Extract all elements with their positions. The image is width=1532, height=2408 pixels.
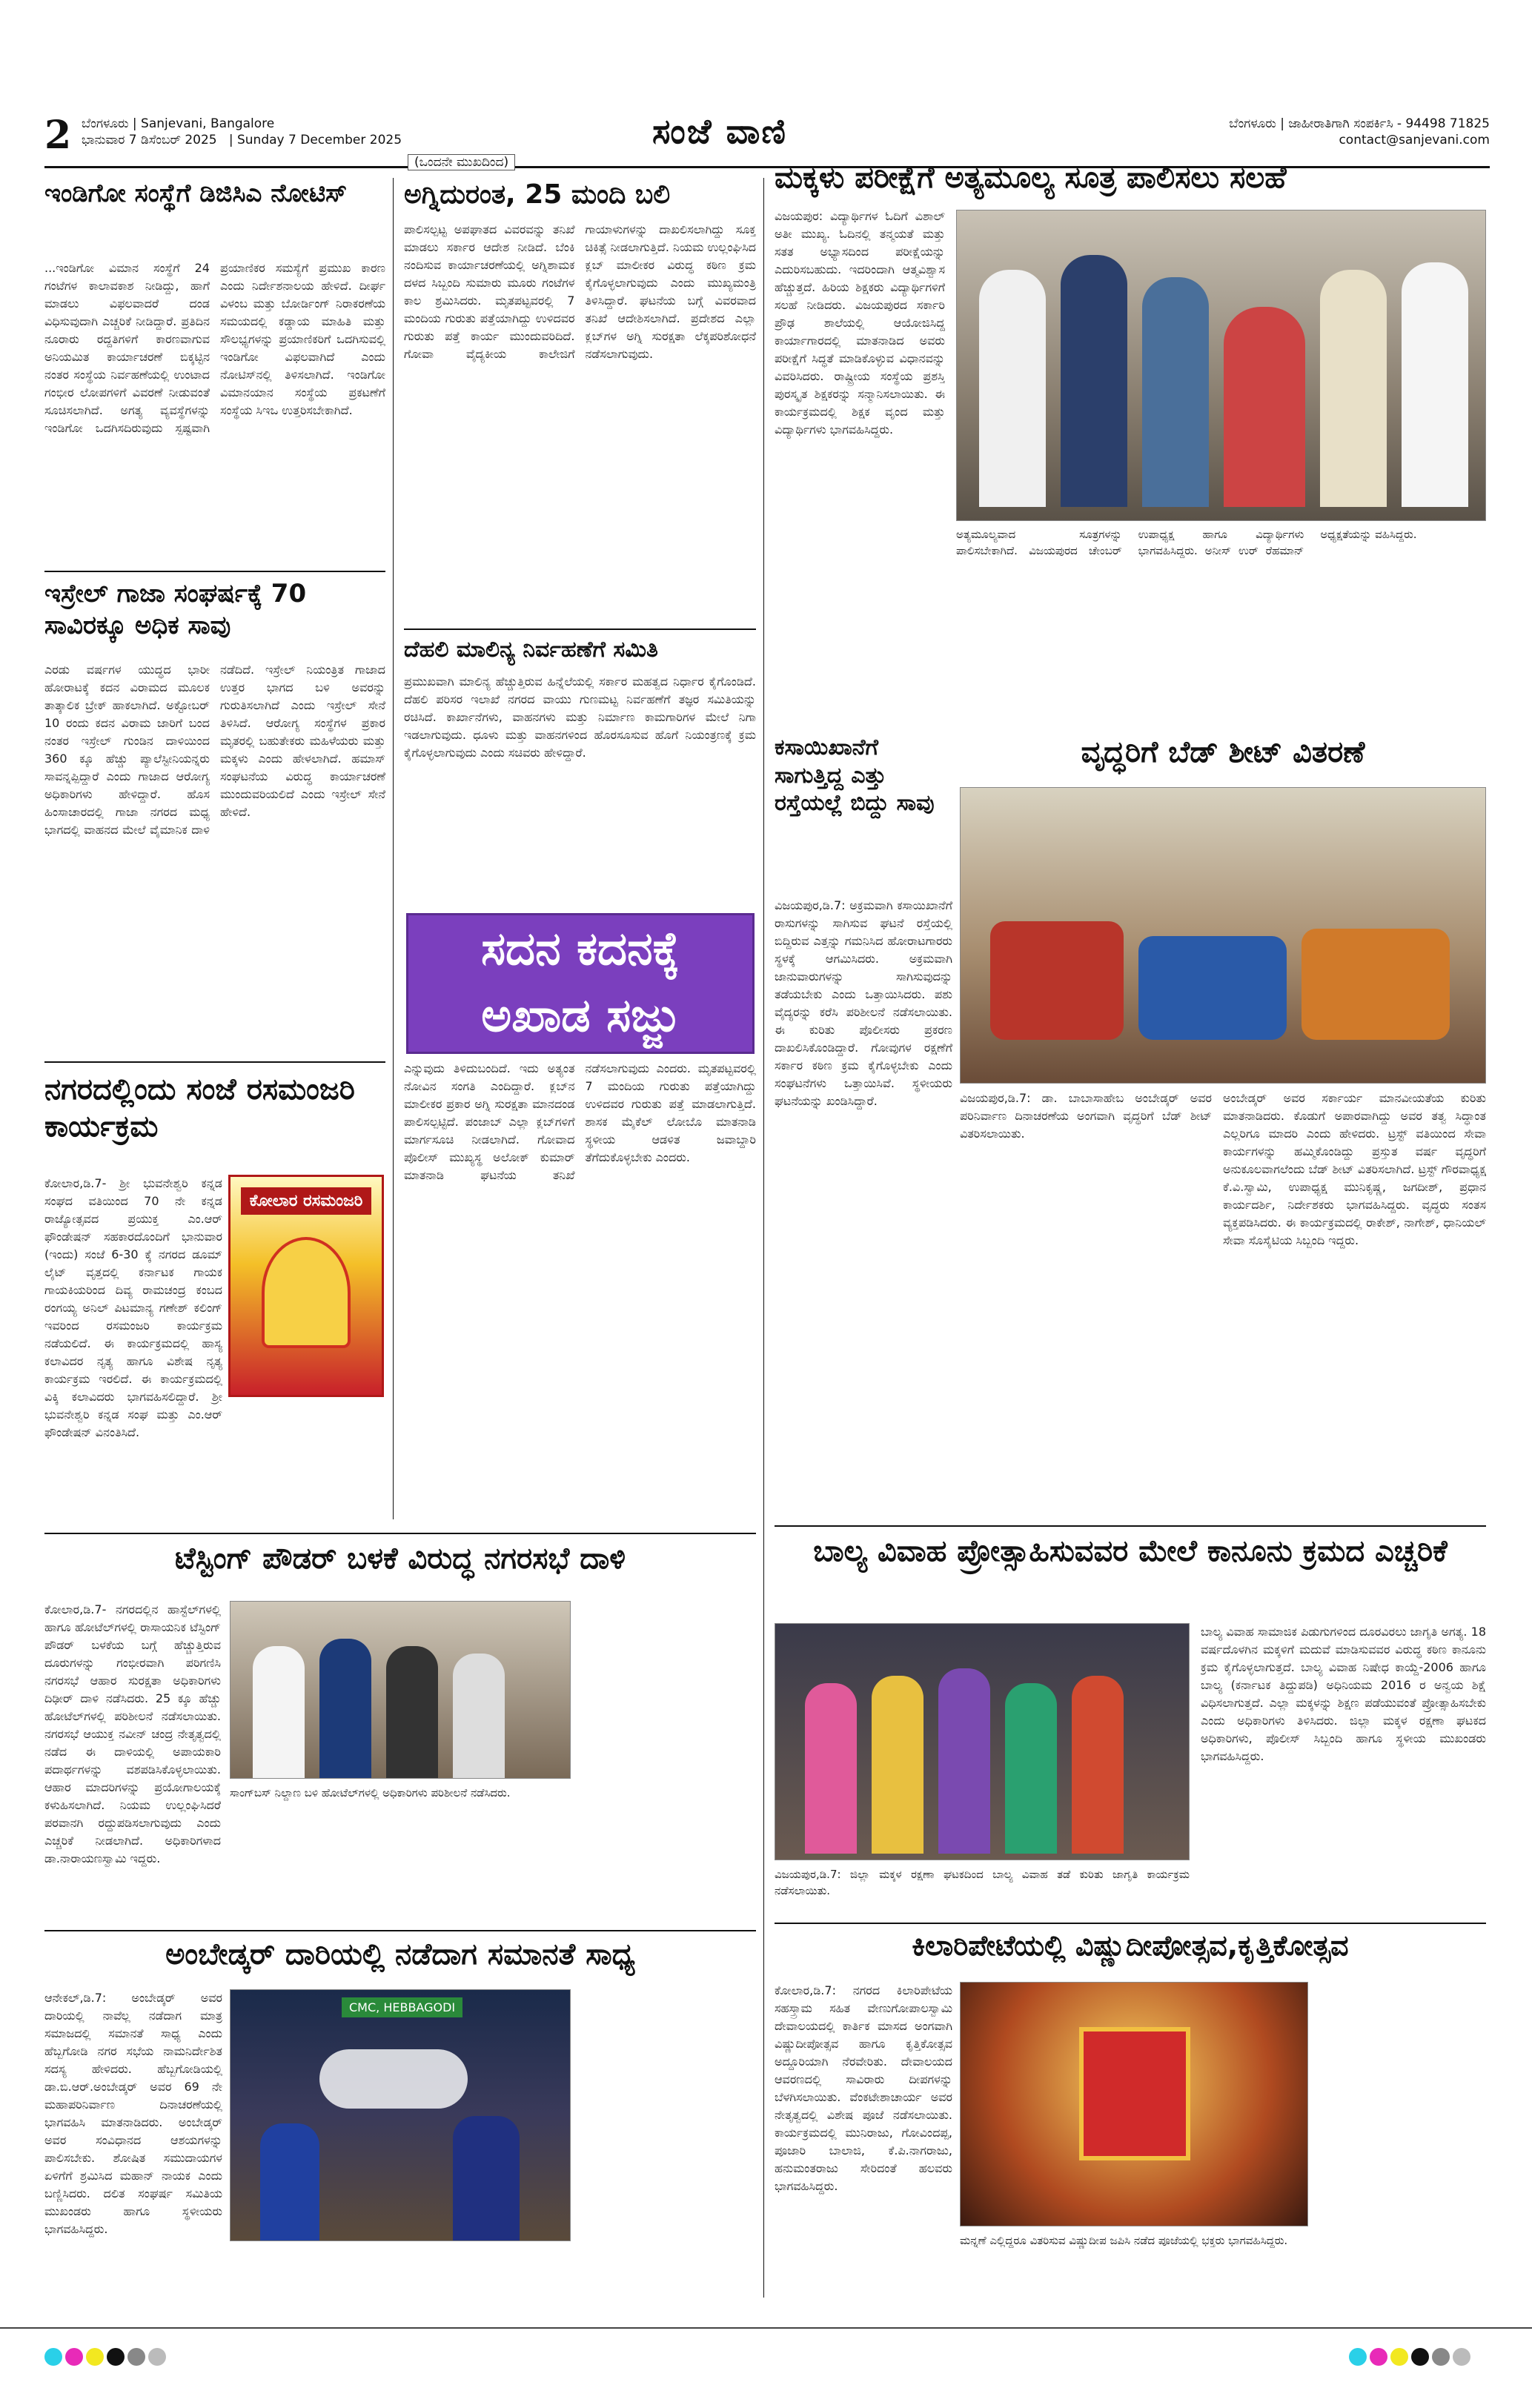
- page-number: 2: [44, 113, 72, 158]
- color-registration-marks: [44, 2348, 169, 2369]
- article-child-marriage: [775, 1533, 1486, 1918]
- person-figure: [253, 1646, 305, 1779]
- article-rule: [44, 1533, 756, 1534]
- person-figure: [260, 2123, 319, 2241]
- raid-photo: [230, 1601, 571, 1779]
- article-body: ವಿಜಯಪುರ,ಡಿ.7: ಅಕ್ರಮವಾಗಿ ಕಸಾಯಿಖಾನೆಗೆ ರಾಸುಗಳನ್ನು ಸಾಗಿಸುವ ಘಟನೆ ರಸ್ತೆಯಲ್ಲಿ ಬಿದ್ದಿರುವ ಎತ್ತನ್ನು ಗಮನಿಸಿದ ಹೋರಾಟಗಾರರು ಸ್ಥಳಕ್ಕೆ ಆಗಮಿಸಿದರು. ಅಕ್ರಮವಾಗಿ ಜಾನುವಾರುಗಳನ್ನು ಸಾಗಿಸುವುದನ್ನು ತಡೆಯಬೇಕು ಎಂದು ಒತ್ತಾಯಿಸಿದರು. ಪಶು ವೈದ್ಯರನ್ನು ಕರೆಸಿ ಪರಿಶೀಲನೆ ನಡೆಸಲಾಯಿತು. ಈ ಕುರಿತು ಪೊಲೀಸರು ಪ್ರಕರಣ ದಾಖಲಿಸಿಕೊಂಡಿದ್ದಾರೆ. ಗೋವುಗಳ ರಕ್ಷಣೆಗೆ ಸರ್ಕಾರ ಕಠಿಣ ಕ್ರಮ ಕೈಗೊಳ್ಳಬೇಕು ಎಂದು ಸಂಘಟನೆಗಳು ಒತ್ತಾಯಿಸಿವೆ. ಸ್ಥಳೀಯರು ಘಟನೆಯನ್ನು ಖಂಡಿಸಿದ್ದಾರೆ.: [775, 898, 952, 1108]
- bedsheet-photo: [960, 787, 1486, 1084]
- headline: ಕಿಲಾರಿಪೇಟೆಯಲ್ಲಿ ವಿಷ್ಣುದೀಪೋತ್ಸವ,ಕೃತ್ತಿಕೋತ್ಸವ: [912, 1929, 1349, 1962]
- headline: ಬಾಲ್ಯ ವಿವಾಹ ಪ್ರೋತ್ಸಾಹಿಸುವವರ ಮೇಲೆ ಕಾನೂನು ಕ್ರಮದ ಎಚ್ಚರಿಕೆ: [813, 1534, 1448, 1568]
- headline: ಇಸ್ರೇಲ್ ಗಾಜಾ ಸಂಘರ್ಷಕ್ಕೆ 70 ಸಾವಿರಕ್ಕೂ ಅಧಿಕ ಸಾವು: [44, 579, 307, 640]
- photo-caption: ಮನ್ನಣೆ ಎಲ್ಲಿದ್ದರೂ ವಿತರಿಸುವ ವಿಷ್ಣುದೀಪ ಜಪಿಸಿ ನಡೆದ ಪೂಜೆಯಲ್ಲಿ ಭಕ್ತರು ಭಾಗವಹಿಸಿದ್ದರು.: [960, 2234, 1288, 2247]
- contact-email[interactable]: contact@sanjevani.com: [1339, 133, 1490, 147]
- shrine-image: [1079, 2027, 1190, 2160]
- date-en: | Sunday 7 December 2025: [228, 133, 402, 147]
- article-body: ಅಂಬೇಡ್ಕರ್ ಅವರ ಸರ್ಕಾರ್ಯ ಮಾನವೀಯತೆಯ ಕುರಿತು ಮಾತನಾಡಿದರು. ಕೊಡುಗೆ ಅಪಾರವಾಗಿದ್ದು ಅವರ ತತ್ವ ಸಿದ್ಧಾಂತ ಎಲ್ಲರಿಗೂ ಮಾದರಿ ಎಂದು ಹೇಳಿದರು. ಟ್ರಸ್ಟ್ ವತಿಯಿಂದ ಸೇವಾ ಕಾರ್ಯಗಳನ್ನು ಹಮ್ಮಿಕೊಂಡಿದ್ದು ಪ್ರಸ್ತುತ ವರ್ಷ ವೃದ್ಧರಿಗೆ ಅನುಕೂಲವಾಗಲೆಂದು ಬೆಡ್ ಶೀಟ್ ವಿತರಿಸಲಾಗಿದೆ. ಟ್ರಸ್ಟ್ ಗೌರವಾಧ್ಯಕ್ಷ ಕೆ.ವಿ.ಸ್ವಾಮಿ, ಉಪಾಧ್ಯಕ್ಷ ಮುನಿಕೃಷ್ಣ, ಜಗದೀಶ್, ಪ್ರಧಾನ ಕಾರ್ಯದರ್ಶಿ, ನಿರ್ದೇಶಕರು ಭಾಗವಹಿಸಿದ್ದರು. ವೃದ್ಧರು ಸಂತಸ ವ್ಯಕ್ತಪಡಿಸಿದರು. ಈ ಕಾರ್ಯಕ್ರಮದಲ್ಲಿ ರಾಕೇಶ್, ನಾಗೇಶ್, ಧಾನಿಯಲ್ ಸೇವಾ ಸೊಸೈಟಿಯ ಸಿಬ್ಬಂದಿ ಇದ್ದರು.: [1223, 1091, 1486, 1247]
- masthead-left: [82, 116, 402, 148]
- blanket-image: [1301, 929, 1450, 1040]
- person-figure: [386, 1646, 438, 1779]
- article-indigo: [44, 178, 385, 563]
- banner-sign: CMC, HEBBAGODI: [342, 1997, 462, 2017]
- person-figure: [1402, 262, 1468, 507]
- balloon-arch: [319, 2049, 468, 2109]
- article-testing-powder: [44, 1540, 756, 1926]
- headline: ನಗರದಲ್ಲಿಂದು ಸಂಜೆ ರಸಮಂಜರಿ ಕಾರ್ಯಕ್ರಮ: [44, 1072, 355, 1144]
- masthead: [44, 111, 1490, 165]
- headline: ವೃದ್ಧರಿಗೆ ಬೆಡ್ ಶೀಟ್ ವಿತರಣೆ: [1081, 735, 1365, 769]
- article-delhi: [404, 636, 756, 888]
- banner-line-1: ಸದನ ಕದನಕ್ಕೆ: [481, 921, 680, 975]
- group-photo: [956, 210, 1486, 521]
- article-body: ಪಾಲಿಸಲ್ಪಟ್ಟ ಅಪಘಾತದ ವಿವರವನ್ನು ತನಿಖೆ ಮಾಡಲು ಸರ್ಕಾರ ಆದೇಶ ನೀಡಿದೆ. ಬೆಂಕಿ ನಂದಿಸುವ ಕಾರ್ಯಾಚರಣೆಯಲ್ಲಿ ಅಗ್ನಿಶಾಮಕ ದಳದ ಸಿಬ್ಬಂದಿ ಸುಮಾರು ಮೂರು ಗಂಟೆಗಳ ಕಾಲ ಶ್ರಮಿಸಿದರು. ಮೃತಪಟ್ಟವರಲ್ಲಿ 7 ಮಂದಿಯ ಗುರುತು ಪತ್ತೆಯಾಗಿದ್ದು ಉಳಿದವರ ಗುರುತು ಪತ್ತೆ ಕಾರ್ಯ ಮುಂದುವರಿದಿದೆ. ಗೋವಾ ವೈದ್ಯಕೀಯ ಕಾಲೇಜಿಗೆ ಗಾಯಾಳುಗಳನ್ನು ದಾಖಲಿಸಲಾಗಿದ್ದು ಸೂಕ್ತ ಚಿಕಿತ್ಸೆ ನೀಡಲಾಗುತ್ತಿದೆ. ನಿಯಮ ಉಲ್ಲಂಘಿಸಿದ ಕ್ಲಬ್ ಮಾಲೀಕರ ವಿರುದ್ಧ ಕಠಿಣ ಕ್ರಮ ಕೈಗೊಳ್ಳಲಾಗುವುದು ಎಂದು ಮುಖ್ಯಮಂತ್ರಿ ತಿಳಿಸಿದ್ದಾರೆ. ಘಟನೆಯ ಬಗ್ಗೆ ವಿವರವಾದ ತನಿಖೆ ಆದೇಶಿಸಲಾಗಿದೆ. ಪ್ರದೇಶದ ಎಲ್ಲಾ ಕ್ಲಬ್‌ಗಳ ಅಗ್ನಿ ಸುರಕ್ಷತಾ ಲೆಕ್ಕಪರಿಶೋಧನೆ ನಡೆಸಲಾಗುವುದು.: [404, 222, 756, 361]
- article-body: ಎರಡು ವರ್ಷಗಳ ಯುದ್ಧದ ಭಾರೀ ಹೋರಾಟಕ್ಕೆ ಕದನ ವಿರಾಮದ ಮೂಲಕ ತಾತ್ಕಾಲಿಕ ಬ್ರೇಕ್ ಹಾಕಲಾಗಿದೆ. ಅಕ್ಟೋಬರ್ 10 ರಂದು ಕದನ ವಿರಾಮ ಜಾರಿಗೆ ಬಂದ ನಂತರ ಇಸ್ರೇಲ್ ಗುಂಡಿನ ದಾಳಿಯಿಂದ 360 ಕ್ಕೂ ಹೆಚ್ಚು ಪ್ಯಾಲೆಸ್ಟೀನಿಯನ್ನರು ಸಾವನ್ನಪ್ಪಿದ್ದಾರೆ ಎಂದು ಗಾಜಾದ ಆರೋಗ್ಯ ಅಧಿಕಾರಿಗಳು ಹೇಳಿದ್ದಾರೆ. ಹೊಸ ಹಿಂಸಾಚಾರದಲ್ಲಿ ಗಾಜಾ ನಗರದ ಮಧ್ಯ ಭಾಗದಲ್ಲಿ ವಾಹನದ ಮೇಲೆ ವೈಮಾನಿಕ ದಾಳಿ ನಡೆದಿದೆ. ಇಸ್ರೇಲ್ ನಿಯಂತ್ರಿತ ಗಾಜಾದ ಉತ್ತರ ಭಾಗದ ಬಳಿ ಅವರನ್ನು ಗುರುತಿಸಲಾಗಿದೆ ಎಂದು ಇಸ್ರೇಲ್ ಸೇನೆ ತಿಳಿಸಿದೆ. ಆರೋಗ್ಯ ಸಂಸ್ಥೆಗಳ ಪ್ರಕಾರ ಮೃತರಲ್ಲಿ ಬಹುತೇಕರು ಮಹಿಳೆಯರು ಮತ್ತು ಮಕ್ಕಳು ಎಂದು ಹೇಳಲಾಗಿದೆ. ಹಮಾಸ್ ಸಂಘಟನೆಯ ವಿರುದ್ಧ ಕಾರ್ಯಾಚರಣೆ ಮುಂದುವರಿಯಲಿದೆ ಎಂದು ಇಸ್ರೇಲ್ ಸೇನೆ ಹೇಳಿದೆ.: [44, 663, 385, 837]
- right-city: ಬೆಂಗಳೂರು: [1229, 116, 1276, 131]
- article-israel: [44, 578, 385, 1052]
- person-figure: [1224, 307, 1305, 507]
- goddess-image: [262, 1237, 351, 1348]
- footer-rule: [0, 2327, 1532, 2329]
- person-figure: [1072, 1676, 1124, 1854]
- photo-caption: ಅತ್ಯಮೂಲ್ಯವಾದ ಸೂತ್ರಗಳನ್ನು ಪಾಲಿಸಬೇಕಾಗಿದೆ. ವಿಜಯಪುರದ ಚೇಂಬರ್ ಉಪಾಧ್ಯಕ್ಷ ಹಾಗೂ ವಿದ್ಯಾರ್ಥಿಗಳು ಭಾಗವಹಿಸಿದ್ದರು. ಅನೀಸ್ ಉರ್ ರೆಹಮಾನ್ ಅಧ್ಯಕ್ಷತೆಯನ್ನು ವಹಿಸಿದ್ದರು.: [956, 528, 1417, 557]
- poster-title: ಕೋಲಾರ ರಸಮಂಜರಿ: [241, 1187, 371, 1215]
- article-body: ಬಾಲ್ಯ ವಿವಾಹ ಸಾಮಾಜಿಕ ಪಿಡುಗುಗಳಿಂದ ದೂರವಿರಲು ಜಾಗೃತಿ ಅಗತ್ಯ. 18 ವರ್ಷದೊಳಗಿನ ಮಕ್ಕಳಿಗೆ ಮದುವೆ ಮಾಡಿಸುವವರ ವಿರುದ್ಧ ಕಠಿಣ ಕಾನೂನು ಕ್ರಮ ಕೈಗೊಳ್ಳಲಾಗುತ್ತದೆ. ಬಾಲ್ಯ ವಿವಾಹ ನಿಷೇಧ ಕಾಯ್ದೆ-2006 ಹಾಗೂ ಬಾಲ್ಯ (ಕರ್ನಾಟಕ ತಿದ್ದುಪಡಿ) ಅಧಿನಿಯಮ 2016 ರ ಅನ್ವಯ ಶಿಕ್ಷೆ ವಿಧಿಸಲಾಗುತ್ತದೆ. ಎಲ್ಲಾ ಮಕ್ಕಳನ್ನು ಶಿಕ್ಷಣ ಪಡೆಯುವಂತೆ ಪ್ರೋತ್ಸಾಹಿಸಬೇಕು ಎಂದು ಅಧಿಕಾರಿಗಳು ತಿಳಿಸಿದರು. ಜಿಲ್ಲಾ ಮಕ್ಕಳ ರಕ್ಷಣಾ ಘಟಕದ ಅಧಿಕಾರಿಗಳು, ಪೊಲೀಸ್ ಸಿಬ್ಬಂದಿ ಹಾಗೂ ಸ್ಥಳೀಯ ಮುಖಂಡರು ಭಾಗವಹಿಸಿದ್ದರು.: [1201, 1625, 1486, 1763]
- person-figure: [1320, 270, 1387, 507]
- article-body: ಕೋಲಾರ,ಡಿ.7- ನಗರದಲ್ಲಿನ ಹಾಸ್ಟೆಲ್‌ಗಳಲ್ಲಿ ಹಾಗೂ ಹೋಟೆಲ್‌ಗಳಲ್ಲಿ ರಾಸಾಯನಿಕ ಟೆಸ್ಟಿಂಗ್ ಪೌಡರ್ ಬಳಕೆಯ ಬಗ್ಗೆ ಹೆಚ್ಚುತ್ತಿರುವ ದೂರುಗಳನ್ನು ಗಂಭೀರವಾಗಿ ಪರಿಗಣಿಸಿ ನಗರಸಭೆ ಆಹಾರ ಸುರಕ್ಷತಾ ಅಧಿಕಾರಿಗಳು ದಿಢೀರ್ ದಾಳಿ ನಡೆಸಿದರು. 25 ಕ್ಕೂ ಹೆಚ್ಚು ಹೋಟೆಲ್‌ಗಳಲ್ಲಿ ಪರಿಶೀಲನೆ ನಡೆಸಲಾಯಿತು. ನಗರಸಭೆ ಆಯುಕ್ತ ನವೀನ್ ಚಂದ್ರ ನೇತೃತ್ವದಲ್ಲಿ ನಡೆದ ಈ ದಾಳಿಯಲ್ಲಿ ಅಪಾಯಕಾರಿ ಪದಾರ್ಥಗಳನ್ನು ವಶಪಡಿಸಿಕೊಳ್ಳಲಾಯಿತು. ಆಹಾರ ಮಾದರಿಗಳನ್ನು ಪ್ರಯೋಗಾಲಯಕ್ಕೆ ಕಳುಹಿಸಲಾಗಿದೆ. ನಿಯಮ ಉಲ್ಲಂಘಿಸಿದರೆ ಪರವಾನಗಿ ರದ್ದುಪಡಿಸಲಾಗುವುದು ಎಂದು ಎಚ್ಚರಿಕೆ ನೀಡಲಾಗಿದೆ. ಅಧಿಕಾರಿಗಳಾದ ಡಾ.ನಾರಾಯಣಸ್ವಾಮಿ ಇದ್ದರು.: [44, 1602, 221, 1865]
- continued-label: (ಒಂದನೇ ಮುಖದಿಂದ): [408, 154, 515, 170]
- article-body: ...ಇಂಡಿಗೋ ವಿಮಾನ ಸಂಸ್ಥೆಗೆ 24 ಗಂಟೆಗಳ ಕಾಲಾವಕಾಶ ನೀಡಿದ್ದು, ಹಾಗೆ ಮಾಡಲು ವಿಫಲವಾದರೆ ದಂಡ ವಿಧಿಸುವುದಾಗಿ ಎಚ್ಚರಿಕೆ ನೀಡಿದ್ದಾರೆ. ಪ್ರತಿದಿನ ನೂರಾರು ರದ್ದತಿಗಳಿಗೆ ಕಾರಣವಾಗುವ ಅನಿಯಮಿತ ಕಾರ್ಯಾಚರಣೆ ಬಿಕ್ಕಟ್ಟಿನ ನಂತರ ಸಂಸ್ಥೆಯ ನಿರ್ವಹಣೆಯಲ್ಲಿ ಉಂಟಾದ ಗಂಭೀರ ಲೋಪಗಳಿಗೆ ವಿವರಣೆ ನೀಡುವಂತೆ ಸೂಚಿಸಲಾಗಿದೆ. ಅಗತ್ಯ ವ್ಯವಸ್ಥೆಗಳನ್ನು ಇಂಡಿಗೋ ಒದಗಿಸದಿರುವುದು ಸ್ಪಷ್ಟವಾಗಿ ಪ್ರಯಾಣಿಕರ ಸಮಸ್ಯೆಗೆ ಪ್ರಮುಖ ಕಾರಣ ಎಂದು ನಿರ್ದೇಶನಾಲಯ ಹೇಳಿದೆ. ದೀರ್ಘ ವಿಳಂಬ ಮತ್ತು ಬೋರ್ಡಿಂಗ್ ನಿರಾಕರಣೆಯ ಸಮಯದಲ್ಲಿ ಕಡ್ಡಾಯ ಮಾಹಿತಿ ಮತ್ತು ಸೌಲಭ್ಯಗಳನ್ನು ಪ್ರಯಾಣಿಕರಿಗೆ ಒದಗಿಸುವಲ್ಲಿ ಇಂಡಿಗೋ ವಿಫಲವಾಗಿದೆ ಎಂದು ನೋಟಿಸ್‌ನಲ್ಲಿ ತಿಳಿಸಲಾಗಿದೆ. ಇಂಡಿಗೋ ವಿಮಾನಯಾನ ಸಂಸ್ಥೆಯ ಪ್ರಕಟಣೆಗೆ ಸಂಸ್ಥೆಯ ಸಿಇಒ ಉತ್ತರಿಸಬೇಕಾಗಿದೆ.: [44, 261, 385, 435]
- article-exam-tips: [775, 159, 1486, 723]
- person-figure: [979, 270, 1046, 507]
- person-figure: [453, 1654, 505, 1779]
- date-kn: ಭಾನುವಾರ 7 ಡಿಸೆಂಬರ್ 2025: [82, 133, 217, 147]
- blanket-image: [1138, 936, 1287, 1040]
- blanket-image: [990, 921, 1124, 1040]
- headline: ದೆಹಲಿ ಮಾಲಿನ್ಯ ನಿರ್ವಹಣೆಗೆ ಸಮಿತಿ: [404, 637, 658, 663]
- photo-caption: ವಿಜಯಪುರ,ಡಿ.7: ಜಿಲ್ಲಾ ಮಕ್ಕಳ ರಕ್ಷಣಾ ಘಟಕದಿಂದ ಬಾಲ್ಯ ವಿವಾಹ ತಡೆ ಕುರಿತು ಜಾಗೃತಿ ಕಾರ್ಯಕ್ರಮ ನಡೆಸಲಾಯಿತು.: [775, 1868, 1190, 1897]
- person-figure: [319, 1639, 371, 1779]
- article-bedsheet: [960, 734, 1486, 1519]
- ambedkar-event-photo: [230, 1989, 571, 2241]
- banner-line-2: ಅಖಾಡ ಸಜ್ಜು: [481, 988, 680, 1042]
- person-figure: [1142, 277, 1209, 507]
- color-registration-marks: [1349, 2348, 1473, 2369]
- photo-caption: ವಿಜಯಪುರ,ಡಿ.7: ಡಾ. ಬಾಬಾಸಾಹೇಬ ಅಂಬೇಡ್ಕರ್ ಅವರ ಪರಿನಿರ್ವಾಣ ದಿನಾಚರಣೆಯ ಅಂಗವಾಗಿ ವೃದ್ಧರಿಗೆ ಬೆಡ್ ಶೀಟ್ ವಿತರಿಸಲಾಯಿತು.: [960, 1091, 1212, 1141]
- headline: ಕಸಾಯಿಖಾನೆಗೆ ಸಾಗುತ್ತಿದ್ದ ಎತ್ತು ರಸ್ತೆಯಲ್ಲೆ ಬಿದ್ದು ಸಾವು: [775, 734, 935, 816]
- article-rule: [44, 1930, 756, 1931]
- headline: ಅಂಬೇಡ್ಕರ್ ದಾರಿಯಲ್ಲಿ ನಡೆದಾಗ ಸಮಾನತೆ ಸಾಧ್ಯ: [165, 1937, 635, 1971]
- article-rule: [775, 1525, 1486, 1527]
- person-figure: [453, 2116, 520, 2241]
- article-body: ಪ್ರಮುಖವಾಗಿ ಮಾಲಿನ್ಯ ಹೆಚ್ಚುತ್ತಿರುವ ಹಿನ್ನೆಲೆಯಲ್ಲಿ ಸರ್ಕಾರ ಮಹತ್ವದ ನಿರ್ಧಾರ ಕೈಗೊಂಡಿದೆ. ದೆಹಲಿ ಪರಿಸರ ಇಲಾಖೆ ನಗರದ ವಾಯು ಗುಣಮಟ್ಟ ನಿರ್ವಹಣೆಗೆ ತಜ್ಞರ ಸಮಿತಿಯನ್ನು ರಚಿಸಿದೆ. ಕಾರ್ಖಾನೆಗಳು, ವಾಹನಗಳು ಮತ್ತು ನಿರ್ಮಾಣ ಕಾಮಗಾರಿಗಳ ಮೇಲೆ ನಿಗಾ ಇಡಲಾಗುವುದು. ಧೂಳು ಮತ್ತು ವಾಹನಗಳಿಂದ ಹೊರಸೂಸುವ ಹೊಗೆ ನಿಯಂತ್ರಣಕ್ಕೆ ಕ್ರಮ ಕೈಗೊಳ್ಳಲಾಗುವುದು ಎಂದು ಸಚಿವರು ಹೇಳಿದ್ದಾರೆ.: [404, 674, 756, 760]
- article-body: ವಿಜಯಪುರ: ವಿದ್ಯಾರ್ಥಿಗಳ ಓದಿಗೆ ವಿಶಾಲ್ ಅತೀ ಮುಖ್ಯ. ಓದಿನಲ್ಲಿ ತನ್ಮಯತೆ ಮತ್ತು ಸತತ ಅಭ್ಯಾಸದಿಂದ ಪರೀಕ್ಷೆಯನ್ನು ಎದುರಿಸಬಹುದು. ಇದರಿಂದಾಗಿ ಆತ್ಮವಿಶ್ವಾಸ ಹೆಚ್ಚುತ್ತದೆ. ಹಿರಿಯ ಶಿಕ್ಷಕರು ವಿದ್ಯಾರ್ಥಿಗಳಿಗೆ ಸಲಹೆ ನೀಡಿದರು. ವಿಜಯಪುರದ ಸರ್ಕಾರಿ ಪ್ರೌಢ ಶಾಲೆಯಲ್ಲಿ ಆಯೋಜಿಸಿದ್ದ ಕಾರ್ಯಾಗಾರದಲ್ಲಿ ಮಾತನಾಡಿದ ಅವರು ಪರೀಕ್ಷೆಗೆ ಸಿದ್ಧತೆ ಮಾಡಿಕೊಳ್ಳುವ ವಿಧಾನವನ್ನು ವಿವರಿಸಿದರು. ರಾಷ್ಟ್ರೀಯ ಸಂಸ್ಥೆಯ ಪ್ರಶಸ್ತಿ ಪುರಸ್ಕೃತ ಶಿಕ್ಷಕರನ್ನು ಸನ್ಮಾನಿಸಲಾಯಿತು. ಈ ಕಾರ್ಯಕ್ರಮದಲ್ಲಿ ಶಿಕ್ಷಕ ವೃಂದ ಮತ್ತು ವಿದ್ಯಾರ್ಥಿಗಳು ಭಾಗವಹಿಸಿದ್ದರು.: [775, 209, 945, 437]
- person-figure: [805, 1683, 857, 1854]
- headline: ಮಕ್ಕಳು ಪರೀಕ್ಷೆಗೆ ಅತ್ಯಮೂಲ್ಯ ಸೂತ್ರ ಪಾಲಿಸಲು ಸಲಹೆ: [775, 161, 1287, 195]
- article-body: ಕೋಲಾರ,ಡಿ.7: ನಗರದ ಕಿಲಾರಿಪೇಟೆಯ ಸಹಸ್ತ್ರಾಮ ಸಹಿತ ವೇಣುಗೋಪಾಲಸ್ವಾಮಿ ದೇವಾಲಯದಲ್ಲಿ ಕಾರ್ತಿಕ ಮಾಸದ ಅಂಗವಾಗಿ ವಿಷ್ಣುದೀಪೋತ್ಸವ ಹಾಗೂ ಕೃತ್ತಿಕೋತ್ಸವ ಅದ್ದೂರಿಯಾಗಿ ನೆರವೇರಿತು. ದೇವಾಲಯದ ಆವರಣದಲ್ಲಿ ಸಾವಿರಾರು ದೀಪಗಳನ್ನು ಬೆಳಗಿಸಲಾಯಿತು. ವೆಂಕಟೇಶಾಚಾರ್ಯ ಅವರ ನೇತೃತ್ವದಲ್ಲಿ ವಿಶೇಷ ಪೂಜೆ ನಡೆಸಲಾಯಿತು. ಕಾರ್ಯಕ್ರಮದಲ್ಲಿ ಮುನಿರಾಜು, ಗೋವಿಂದಪ್ಪ, ಪೂಜಾರಿ ಬಾಲಾಜಿ, ಕೆ.ಪಿ.ನಾಗರಾಜು, ಹನುಮಂತರಾಜು ಸೇರಿದಂತೆ ಹಲವರು ಭಾಗವಹಿಸಿದ್ದರು.: [775, 1983, 952, 2193]
- person-figure: [872, 1676, 923, 1854]
- awareness-photo: [775, 1623, 1190, 1860]
- article-ambedkar: [44, 1936, 756, 2292]
- article-kilaripete: [775, 1928, 1486, 2292]
- article-bull: [775, 734, 952, 1519]
- headline: ಅಗ್ನಿದುರಂತ, 25 ಮಂದಿ ಬಲಿ: [404, 179, 671, 210]
- headline: ಟೆಸ್ಟಿಂಗ್ ಪೌಡರ್ ಬಳಕೆ ವಿರುದ್ಧ ನಗರಸಭೆ ದಾಳಿ: [174, 1542, 626, 1576]
- article-rule: [44, 571, 385, 572]
- paper-label: | Sanjevani, Bangalore: [132, 116, 275, 131]
- article-fire-continued: ಎನ್ನುವುದು ತಿಳಿದುಬಂದಿದೆ. ಇದು ಅತ್ಯಂತ ನೋವಿನ ಸಂಗತಿ ಎಂದಿದ್ದಾರೆ. ಕ್ಲಬ್‌ನ ಮಾಲೀಕರ ಪ್ರಕಾರ ಅಗ್ನಿ ಸುರಕ್ಷತಾ ಮಾನದಂಡ ಪಾಲಿಸಲ್ಪಟ್ಟಿದೆ. ಪಂಜಾಬ್ ಎಲ್ಲಾ ಕ್ಲಬ್‌ಗಳಿಗೆ ಮಾರ್ಗಸೂಚಿ ನೀಡಲಾಗಿದೆ. ಗೋವಾದ ಪೊಲೀಸ್ ಮುಖ್ಯಸ್ಥ ಅಲೋಕ್ ಕುಮಾರ್ ಮಾತನಾಡಿ ಘಟನೆಯ ತನಿಖೆ ನಡೆಸಲಾಗುವುದು ಎಂದರು. ಮೃತಪಟ್ಟವರಲ್ಲಿ 7 ಮಂದಿಯ ಗುರುತು ಪತ್ತೆಯಾಗಿದ್ದು ಉಳಿದವರ ಗುರುತು ಪತ್ತೆ ಮಾಡಲಾಗುತ್ತಿದೆ. ಶಾಸಕ ಮೈಕೆಲ್ ಲೋಬೊ ಮಾತನಾಡಿ ಸ್ಥಳೀಯ ಆಡಳಿತ ಜವಾಬ್ದಾರಿ ತೆಗೆದುಕೊಳ್ಳಬೇಕು ಎಂದರು.: [404, 1061, 756, 1182]
- article-fire: [404, 178, 756, 623]
- article-rule: [44, 1061, 385, 1063]
- newspaper-logo: ಸಂಜೆ ವಾಣಿ: [652, 111, 787, 151]
- city-label: ಬೆಂಗಳೂರು: [82, 116, 129, 131]
- column-rule: [763, 178, 764, 2298]
- event-poster: [228, 1175, 384, 1397]
- promo-banner: [406, 913, 755, 1054]
- article-body: ಆನೇಕಲ್,ಡಿ.7: ಅಂಬೇಡ್ಕರ್ ಅವರ ದಾರಿಯಲ್ಲಿ ನಾವೆಲ್ಲ ನಡೆದಾಗ ಮಾತ್ರ ಸಮಾಜದಲ್ಲಿ ಸಮಾನತೆ ಸಾಧ್ಯ ಎಂದು ಹೆಬ್ಬಗೋಡಿ ನಗರ ಸಭೆಯ ನಾಮನಿರ್ದೇಶಿತ ಸದಸ್ಯ ಹೇಳಿದರು. ಹೆಬ್ಬಗೋಡಿಯಲ್ಲಿ ಡಾ.ಬಿ.ಆರ್.ಅಂಬೇಡ್ಕರ್ ಅವರ 69 ನೇ ಮಹಾಪರಿನಿರ್ವಾಣ ದಿನಾಚರಣೆಯಲ್ಲಿ ಭಾಗವಹಿಸಿ ಮಾತನಾಡಿದರು. ಅಂಬೇಡ್ಕರ್ ಅವರ ಸಂವಿಧಾನದ ಆಶಯಗಳನ್ನು ಪಾಲಿಸಬೇಕು. ಶೋಷಿತ ಸಮುದಾಯಗಳ ಏಳಿಗೆಗೆ ಶ್ರಮಿಸಿದ ಮಹಾನ್ ನಾಯಕ ಎಂದು ಬಣ್ಣಿಸಿದರು. ದಲಿತ ಸಂಘರ್ಷ ಸಮಿತಿಯ ಮುಖಂಡರು ಹಾಗೂ ಸ್ಥಳೀಯರು ಭಾಗವಹಿಸಿದ್ದರು.: [44, 1991, 222, 2236]
- person-figure: [938, 1668, 990, 1854]
- headline: ಇಂಡಿಗೋ ಸಂಸ್ಥೆಗೆ ಡಿಜಿಸಿಎ ನೋಟಿಸ್: [44, 179, 348, 208]
- masthead-right: [1229, 116, 1490, 148]
- photo-caption: ಸಾಂಗ್‌ಬಸ್ ನಿಲ್ದಾಣ ಬಳಿ ಹೋಟೆಲ್‌ಗಳಲ್ಲಿ ಅಧಿಕಾರಿಗಳು ಪರಿಶೀಲನೆ ನಡೆಸಿದರು.: [230, 1786, 511, 1800]
- person-figure: [1005, 1683, 1057, 1854]
- ad-contact: | ಜಾಹೀರಾತಿಗಾಗಿ ಸಂಪರ್ಕಿಸಿ - 94498 71825: [1280, 116, 1490, 131]
- temple-festival-photo: [960, 1982, 1308, 2226]
- article-body: ಕೋಲಾರ,ಡಿ.7- ಶ್ರೀ ಭುವನೇಶ್ವರಿ ಕನ್ನಡ ಸಂಘದ ವತಿಯಿಂದ 70 ನೇ ಕನ್ನಡ ರಾಜ್ಯೋತ್ಸವದ ಪ್ರಯುಕ್ತ ಎಂ.ಆರ್ ಫೌಂಡೇಷನ್ ಸಹಕಾರದೊಂದಿಗೆ ಭಾನುವಾರ (ಇಂದು) ಸಂಜೆ 6-30 ಕ್ಕೆ ನಗರದ ಡೂಮ್ ಲೈಟ್ ವೃತ್ತದಲ್ಲಿ ಕರ್ನಾಟಕ ಗಾಯಕ ಗಾಯಕಿಯರಿಂದ ದಿವ್ಯ ರಾಮಚಂದ್ರ ಕಂಬದ ರಂಗಯ್ಯ ಅನಿಲ್ ಪಿಟಮಾನ್ಯ ಗಣೇಶ್ ಕಲಿಂಗ್ ಇವರಿಂದ ರಸಮಂಜರಿ ಕಾರ್ಯಕ್ರಮ ನಡೆಯಲಿದೆ. ಈ ಕಾರ್ಯಕ್ರಮದಲ್ಲಿ ಹಾಸ್ಯ ಕಲಾವಿದರ ನೃತ್ಯ ಹಾಗೂ ವಿಶೇಷ ನೃತ್ಯ ಕಾರ್ಯಕ್ರಮ ಇರಲಿದೆ. ಈ ಕಾರ್ಯಕ್ರಮದಲ್ಲಿ ವಿಕ್ಕಿ ಕಲಾವಿದರು ಭಾಗವಹಿಸಲಿದ್ದಾರೆ. ಶ್ರೀ ಭುವನೇಶ್ವರಿ ಕನ್ನಡ ಸಂಘ ಮತ್ತು ಎಂ.ಆರ್ ಫೌಂಡೇಷನ್ ವಿನಂತಿಸಿದೆ.: [44, 1176, 222, 1439]
- person-figure: [1061, 255, 1127, 507]
- article-rule: [404, 628, 756, 630]
- article-rule: [775, 1923, 1486, 1924]
